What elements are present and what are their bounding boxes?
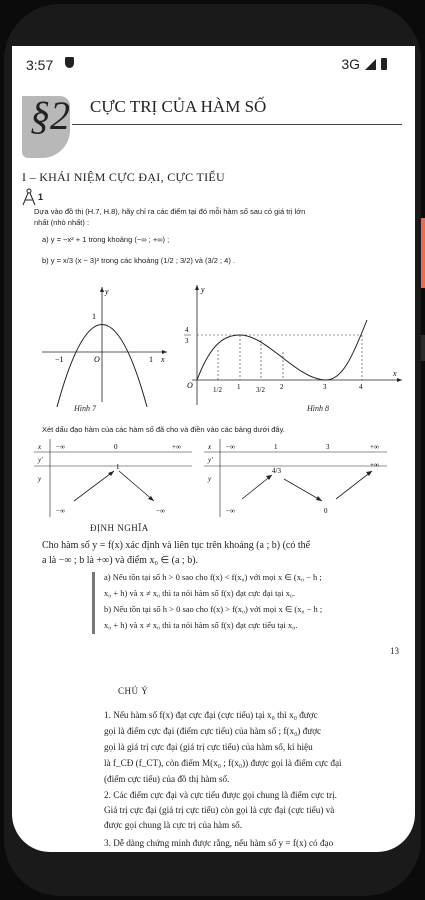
note-1-line3: gọi là giá trị cực đại (giá trị cực tiểu) của hàm số, kí hiệu (104, 742, 313, 752)
fig8-two-label: 2 (280, 383, 284, 391)
t1-x-head: x (38, 443, 42, 451)
definition-a-line2: x₀ + h) và x ≠ x₀ thì ta nói hàm số f(x) đạt cực đại tại x₀. (104, 588, 296, 598)
note-1-line1: 1. Nếu hàm số f(x) đạt cực đại (cực tiểu) tại x₀ thì x₀ được (104, 710, 318, 720)
t1-y-head: y (38, 475, 42, 483)
definition-p1-line2: a là −∞ ; b là +∞) và điểm x₀ ∈ (a ; b). (42, 555, 199, 566)
fig8-three-label: 3 (185, 337, 189, 345)
t2-x-head: x (208, 443, 212, 451)
activity-question-line1: Dựa vào đồ thị (H.7, H.8), hãy chỉ ra các điểm tại đó mỗi hàm số sau có giá trị lớn (34, 207, 306, 216)
fig7-y-label: y (105, 287, 109, 296)
table-instruction: Xét dấu đạo hàm của các hàm số đã cho và điền vào các bảng dưới đây. (42, 425, 285, 434)
note-2-line3: được gọi chung là cực trị của hàm số. (104, 820, 243, 830)
fig7-minus-one-label: −1 (55, 355, 64, 364)
header-rule (72, 124, 402, 125)
definition-title: ĐỊNH NGHĨA (90, 523, 149, 533)
t1-right-limit: −∞ (156, 507, 165, 515)
status-icons (341, 56, 387, 72)
figure-8-caption: Hình 8 (307, 404, 329, 413)
definition-p1-line1: Cho hàm số y = f(x) xác định và liên tục trên khoảng (a ; b) (có thể (42, 540, 311, 551)
fig8-three-halves-label: 3/2 (256, 386, 265, 394)
t1-yprime-head: y' (38, 456, 43, 464)
section-mark: §2 (30, 93, 70, 138)
fig8-origin-label: O (187, 381, 193, 390)
figure-7-graph (37, 282, 172, 412)
t2-plus-inf: +∞ (370, 443, 379, 451)
definition-side-bar (92, 572, 95, 634)
t1-max-value: 1 (116, 463, 120, 471)
t2-three: 3 (326, 443, 330, 451)
fig7-one-label: 1 (92, 312, 96, 321)
fig8-one-label: 1 (237, 383, 241, 391)
shield-icon (65, 57, 74, 68)
fig8-y-label: y (201, 285, 205, 294)
t2-left-limit: −∞ (226, 507, 235, 515)
page-number: 13 (390, 646, 399, 656)
fig8-three-x-label: 3 (323, 383, 327, 391)
note-3-line1: 3. Dễ dàng chứng minh được rằng, nếu hàm số y = f(x) có đạo (104, 838, 334, 848)
t2-min-value: 0 (324, 507, 328, 515)
note-1-line2: gọi là điểm cực đại (điểm cực tiểu) của hàm số ; f(x₀) được (104, 726, 322, 736)
fig8-half-label: 1/2 (213, 386, 222, 394)
network-type: 3G (341, 56, 360, 72)
battery-icon (381, 58, 387, 70)
signal-icon (365, 59, 376, 70)
activity-question-line2: nhất (nhỏ nhất) : (34, 218, 90, 227)
t2-minus-inf: −∞ (226, 443, 235, 451)
note-title: CHÚ Ý (118, 686, 149, 696)
t1-left-limit: −∞ (56, 507, 65, 515)
figure-8-graph (177, 280, 407, 410)
t2-right-limit: +∞ (370, 461, 379, 469)
t2-max-value: 4/3 (272, 467, 281, 475)
activity-item-b: b) y = x/3 (x − 3)² trong các khoảng (1/2 ; 3/2) và (3/2 ; 4) . (42, 256, 236, 265)
variation-table-1 (34, 439, 194, 517)
t1-plus-inf: +∞ (172, 443, 181, 451)
activity-item-a: a) y = −x² + 1 trong khoảng (−∞ ; +∞) ; (42, 235, 170, 244)
definition-b-line2: x₀ + h) và x ≠ x₀ thì ta nói hàm số f(x) đạt cực tiểu tại x₀. (104, 620, 298, 630)
part1-heading: I – KHÁI NIỆM CỰC ĐẠI, CỰC TIỂU (22, 170, 226, 184)
fig8-four-x-label: 4 (359, 383, 363, 391)
status-time: 3:57 (26, 57, 54, 73)
t2-y-head: y (208, 475, 212, 483)
chapter-title: CỰC TRỊ CỦA HÀM SỐ (90, 97, 267, 116)
definition-a-line1: a) Nếu tồn tại số h > 0 sao cho f(x) < f(x₀) với mọi x ∈ (x₀ − h ; (104, 572, 322, 582)
t2-yprime-head: y' (208, 456, 213, 464)
variation-table-2 (204, 439, 389, 517)
power-button (421, 218, 425, 288)
fig7-x-label: x (161, 355, 165, 364)
status-bar (12, 46, 415, 82)
t2-one: 1 (274, 443, 278, 451)
volume-button (421, 335, 425, 361)
t1-minus-inf: −∞ (56, 443, 65, 451)
t1-zero: 0 (114, 443, 118, 451)
fig7-origin-label: O (94, 355, 100, 364)
fig8-four-label: 4 (185, 326, 189, 334)
fig8-x-label: x (393, 369, 397, 378)
definition-b-line1: b) Nếu tồn tại số h > 0 sao cho f(x) > f(x₀) với mọi x ∈ (x₀ − h ; (104, 604, 323, 614)
activity-number: 1 (38, 192, 44, 202)
fig7-x-one-label: 1 (149, 355, 153, 364)
note-2-line2: Giá trị cực đại (giá trị cực tiểu) còn gọi là cực đại (cực tiểu) và (104, 805, 335, 815)
note-1-line4: là f_CĐ (f_CT), còn điểm M(x₀ ; f(x₀)) được gọi là điểm cực đại (104, 758, 342, 768)
note-2-line1: 2. Các điểm cực đại và cực tiểu được gọi chung là điểm cực trị. (104, 790, 337, 800)
compass-icon (22, 188, 36, 206)
note-1-line5: (điểm cực tiểu) của đồ thị hàm số. (104, 774, 230, 784)
figure-7-caption: Hình 7 (74, 404, 96, 413)
